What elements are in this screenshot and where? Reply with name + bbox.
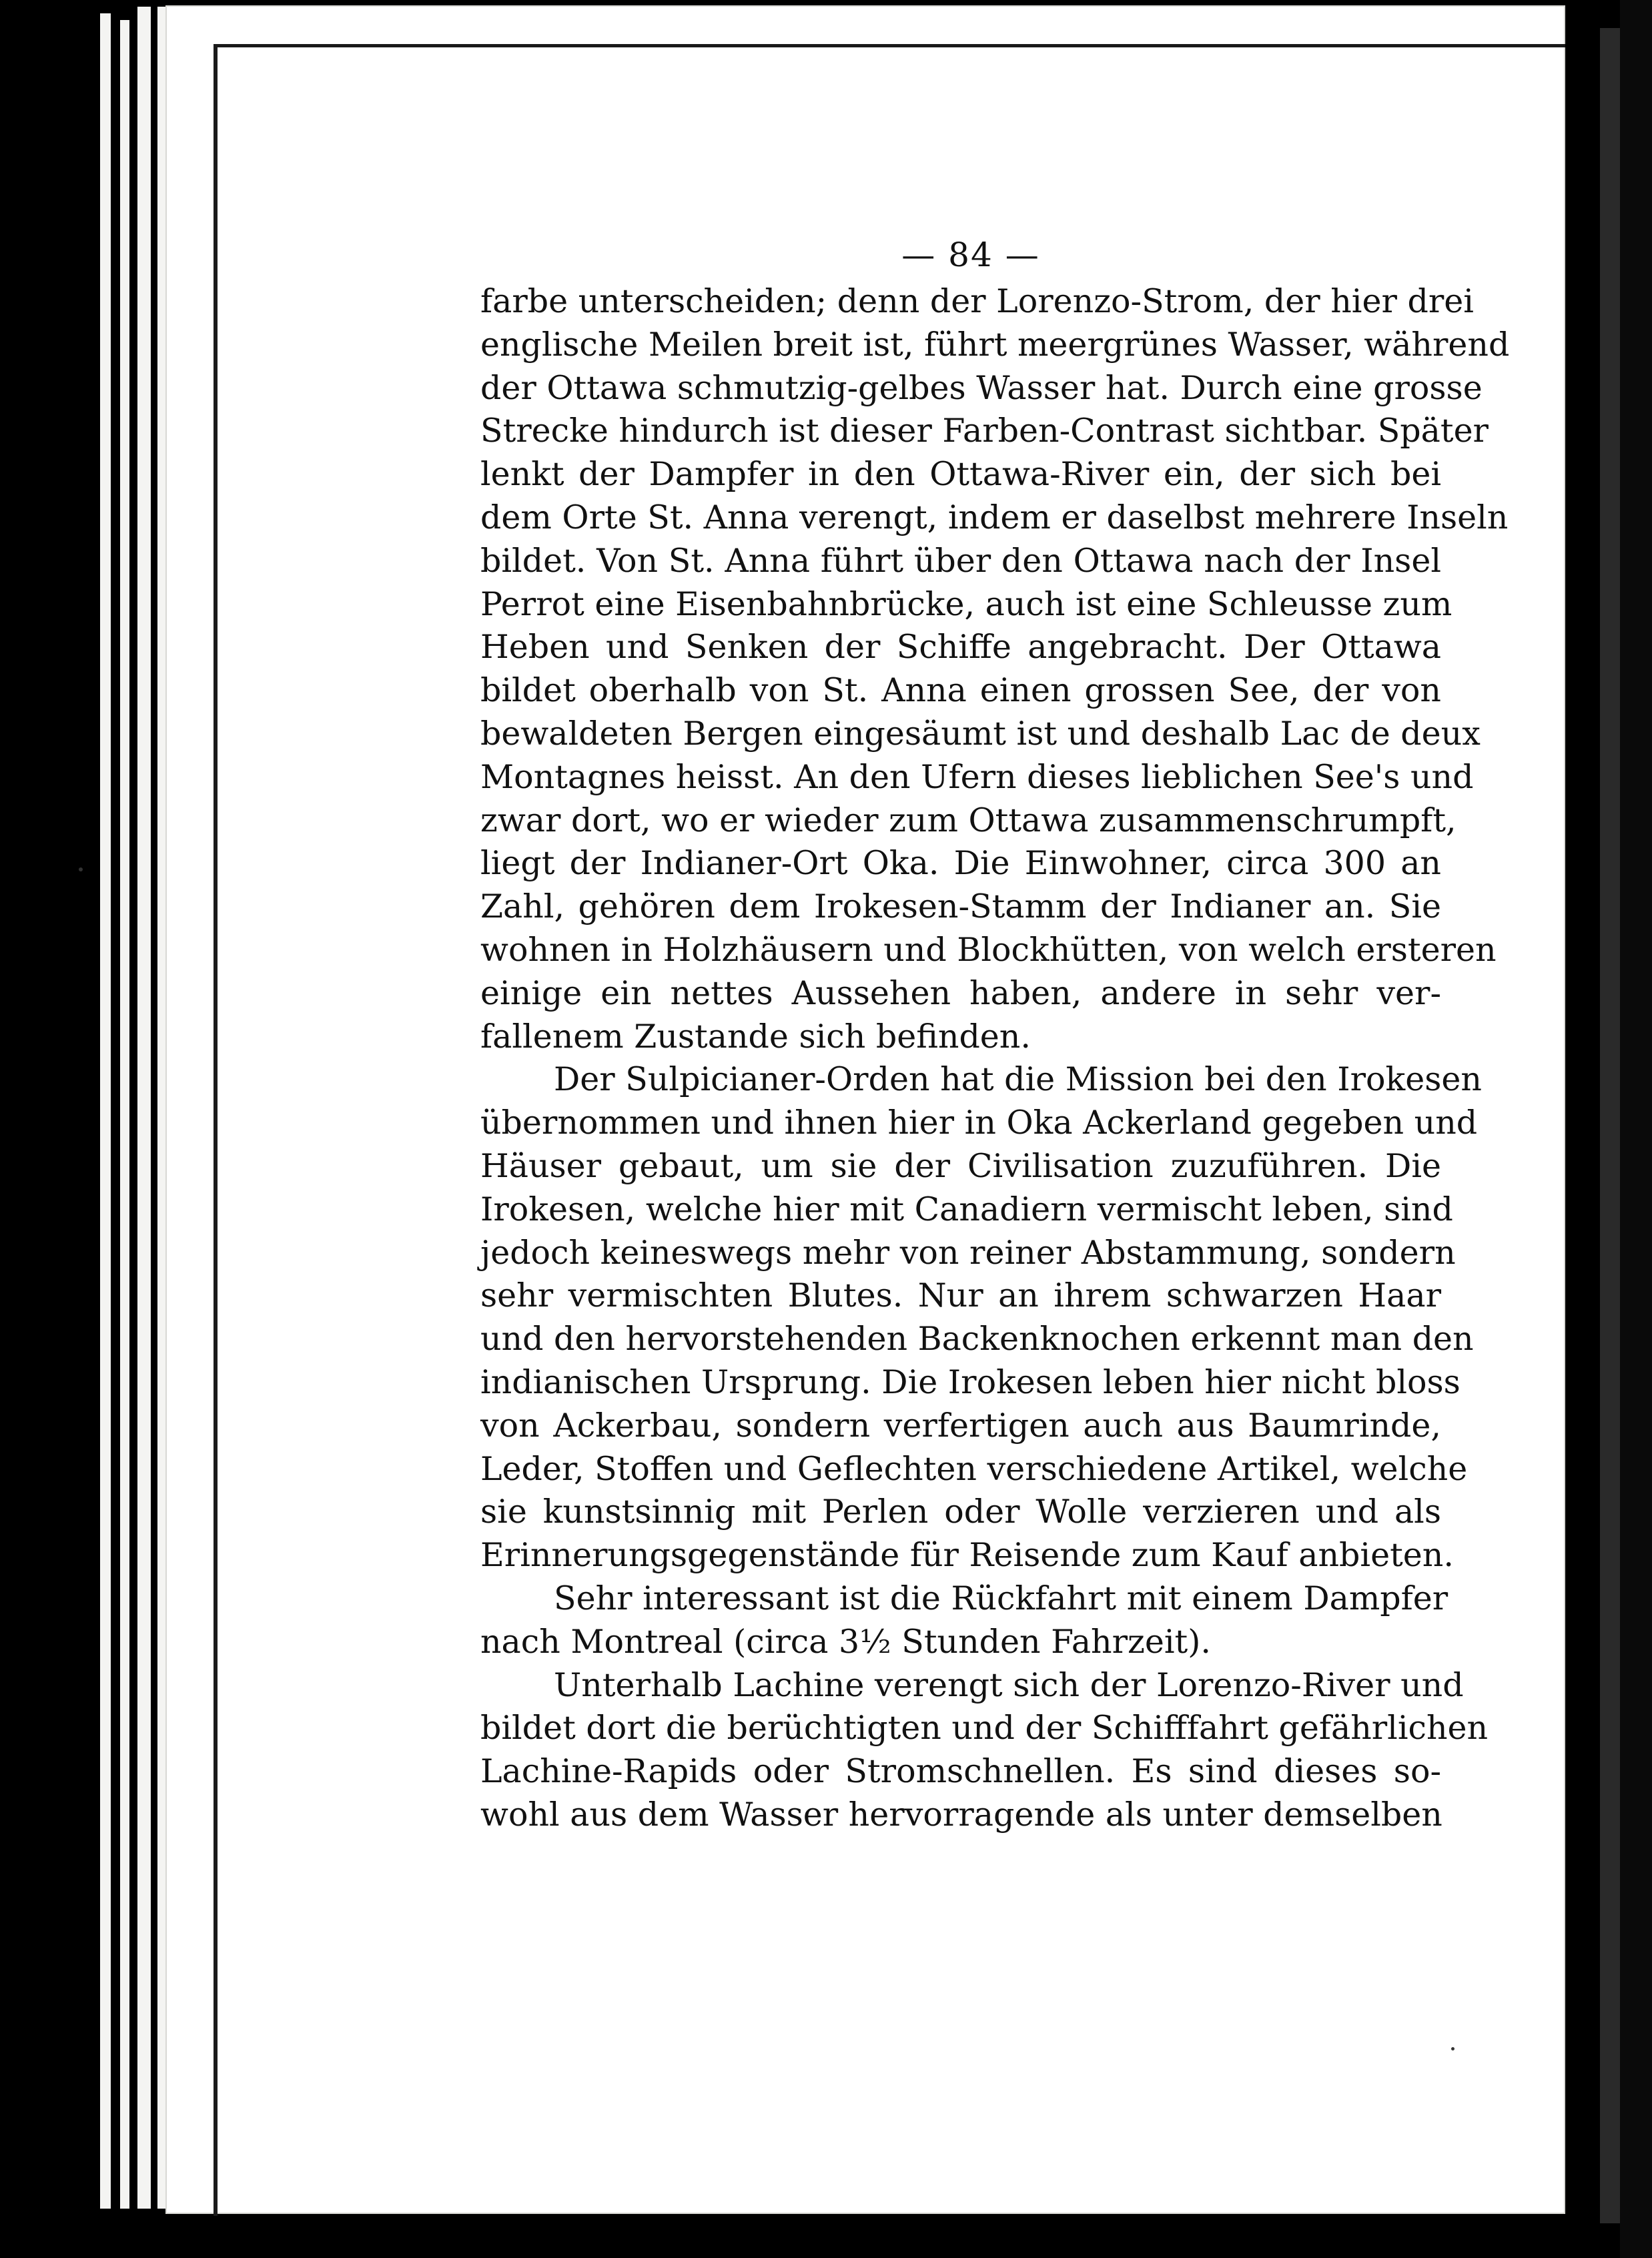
- text-line: nach Montreal (circa 3½ Stunden Fahrzeit).: [480, 1622, 1211, 1661]
- ink-spot: [79, 867, 83, 871]
- text-line: bildet oberhalb von St. Anna einen grossen See, der von: [480, 671, 1441, 710]
- text-line: lenkt der Dampfer in den Ottawa-River ein, der sich bei: [480, 455, 1441, 494]
- text-line: jedoch keineswegs mehr von reiner Abstammung, sondern: [480, 1233, 1456, 1272]
- scan-margin: [1620, 0, 1652, 2258]
- text-line: übernommen und ihnen hier in Oka Ackerland gegeben und: [480, 1104, 1478, 1142]
- page-edge: [100, 13, 111, 2209]
- page-number: — 84 —: [901, 236, 1040, 274]
- text-line: einige ein nettes Aussehen haben, andere in sehr ver-: [480, 974, 1441, 1012]
- text-line: bewaldeten Bergen eingesäumt ist und deshalb Lac de deux: [480, 714, 1481, 753]
- text-line: Lachine-Rapids oder Stromschnellen. Es sind dieses so-: [480, 1752, 1441, 1791]
- body-text: [480, 234, 1510, 1837]
- paragraph-2: [480, 1058, 1482, 1577]
- text-line: bildet. Von St. Anna führt über den Ottawa nach der Insel: [480, 541, 1441, 580]
- text-line: Unterhalb Lachine verengt sich der Lorenzo-River und: [554, 1665, 1464, 1704]
- text-line: Leder, Stoffen und Geflechten verschiedene Artikel, welche: [480, 1449, 1468, 1488]
- text-line: englische Meilen breit ist, führt meergrünes Wasser, während: [480, 325, 1510, 364]
- text-line: Irokesen, welche hier mit Canadiern vermischt leben, sind: [480, 1190, 1453, 1228]
- text-line: bildet dort die berüchtigten und der Schifffahrt gefährlichen: [480, 1709, 1489, 1748]
- text-line: Heben und Senken der Schiffe angebracht. Der Ottawa: [480, 628, 1441, 667]
- text-line: Erinnerungsgegenstände für Reisende zum Kauf anbieten.: [480, 1536, 1454, 1575]
- text-line: liegt der Indianer-Ort Oka. Die Einwohner, circa 300 an: [480, 844, 1441, 883]
- text-line: Der Sulpicianer-Orden hat die Mission bei den Irokesen: [554, 1060, 1482, 1099]
- paragraph-1: [480, 280, 1510, 1058]
- text-line: Perrot eine Eisenbahnbrücke, auch ist eine Schleusse zum: [480, 585, 1453, 623]
- text-line: der Ottawa schmutzig-gelbes Wasser hat. Durch eine grosse: [480, 368, 1483, 407]
- text-line: sie kunstsinnig mit Perlen oder Wolle verzieren und als: [480, 1493, 1441, 1531]
- text-line: indianischen Ursprung. Die Irokesen leben hier nicht bloss: [480, 1363, 1461, 1401]
- text-line: fallenem Zustande sich befinden.: [480, 1017, 1031, 1056]
- book-binding: [1600, 28, 1620, 2223]
- paragraph-3: [480, 1577, 1449, 1664]
- text-line: Montagnes heisst. An den Ufern dieses lieblichen See's und: [480, 757, 1474, 796]
- page-edge: [120, 20, 129, 2209]
- text-line: Zahl, gehören dem Irokesen-Stamm der Indianer an. Sie: [480, 887, 1441, 926]
- text-line: von Ackerbau, sondern verfertigen auch aus Baumrinde,: [480, 1406, 1441, 1445]
- text-line: Sehr interessant ist die Rückfahrt mit einem Dampfer: [554, 1579, 1449, 1617]
- text-line: sehr vermischten Blutes. Nur an ihrem schwarzen Haar: [480, 1276, 1441, 1315]
- text-line: Strecke hindurch ist dieser Farben-Contrast sichtbar. Später: [480, 412, 1489, 450]
- text-line: Häuser gebaut, um sie der Civilisation zuzuführen. Die: [480, 1146, 1441, 1185]
- text-line: und den hervorstehenden Backenknochen erkennt man den: [480, 1320, 1474, 1359]
- text-line: farbe unterscheiden; denn der Lorenzo-Strom, der hier drei: [480, 282, 1474, 320]
- text-line: wohnen in Holzhäusern und Blockhütten, von welch ersteren: [480, 930, 1497, 969]
- text-line: wohl aus dem Wasser hervorragende als unter demselben: [480, 1795, 1442, 1834]
- page-edge: [137, 7, 151, 2209]
- ink-spot: [1451, 2047, 1455, 2050]
- paragraph-4: [480, 1664, 1489, 1837]
- text-line: dem Orte St. Anna verengt, indem er daselbst mehrere Inseln: [480, 498, 1509, 536]
- text-line: zwar dort, wo er wieder zum Ottawa zusammenschrumpft,: [480, 801, 1457, 839]
